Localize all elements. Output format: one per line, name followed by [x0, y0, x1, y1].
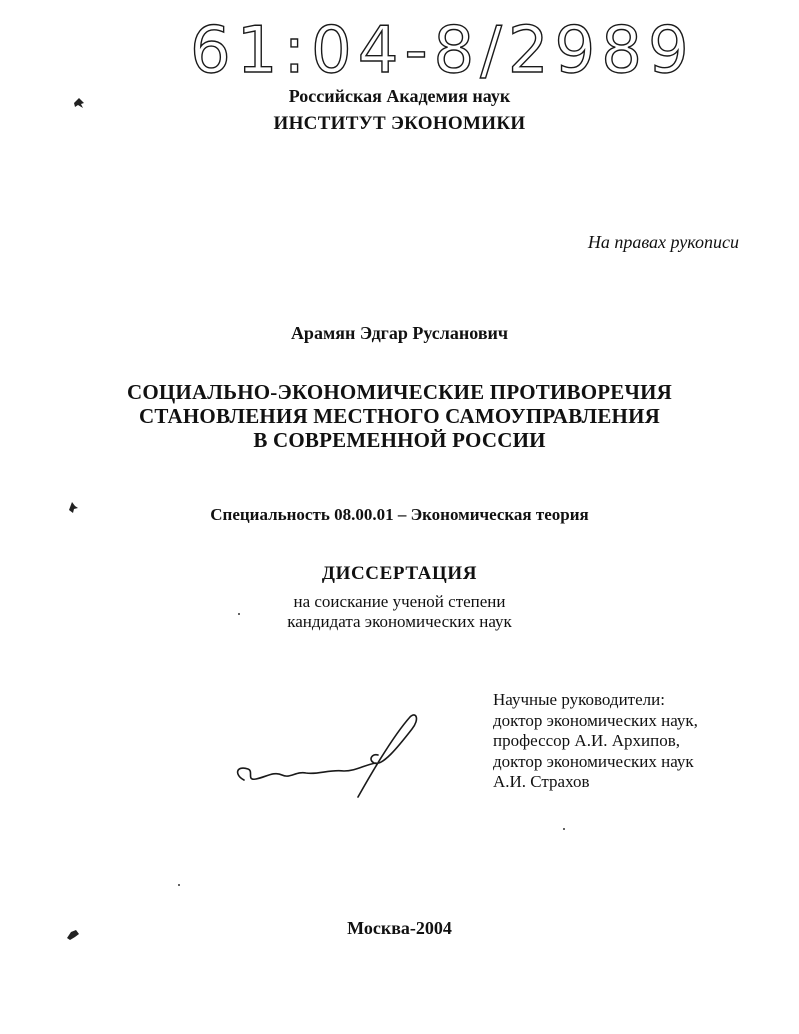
author-name: Арамян Эдгар Русланович	[290, 323, 509, 343]
manuscript-note: На правах рукописи	[587, 232, 739, 252]
title-line: В СОВРЕМЕННОЙ РОССИИ	[253, 428, 546, 452]
supervisors-block	[493, 690, 698, 793]
degree-line: кандидата экономических наук	[287, 612, 512, 631]
scan-dot	[178, 884, 180, 886]
supervisor-line: доктор экономических наук,	[493, 710, 698, 730]
degree-line: на соискание ученой степени	[293, 592, 506, 611]
document-type: ДИССЕРТАЦИЯ	[321, 563, 478, 584]
scan-dot	[563, 828, 565, 830]
supervisors-heading: Научные руководители:	[493, 690, 665, 709]
institute-name: ИНСТИТУТ ЭКОНОМИКИ	[273, 113, 526, 134]
supervisor-line: профессор А.И. Архипов,	[493, 731, 680, 750]
handwritten-number-text: 61:04-8/2989	[190, 14, 695, 88]
supervisor-line: доктор экономических наук	[493, 751, 694, 771]
title-line: СТАНОВЛЕНИЯ МЕСТНОГО САМОУПРАВЛЕНИЯ	[138, 404, 660, 428]
signature	[226, 705, 426, 805]
title-line: СОЦИАЛЬНО-ЭКОНОМИЧЕСКИЕ ПРОТИВОРЕЧИЯ	[126, 380, 673, 404]
handwritten-archive-number	[190, 10, 710, 90]
organization-name: Российская Академия наук	[288, 86, 511, 106]
specialty: Специальность 08.00.01 – Экономическая теория	[210, 505, 589, 524]
city-year: Москва-2004	[347, 918, 452, 938]
supervisor-line: А.И. Страхов	[493, 772, 590, 791]
degree-info	[0, 592, 799, 632]
dissertation-title	[0, 380, 799, 452]
